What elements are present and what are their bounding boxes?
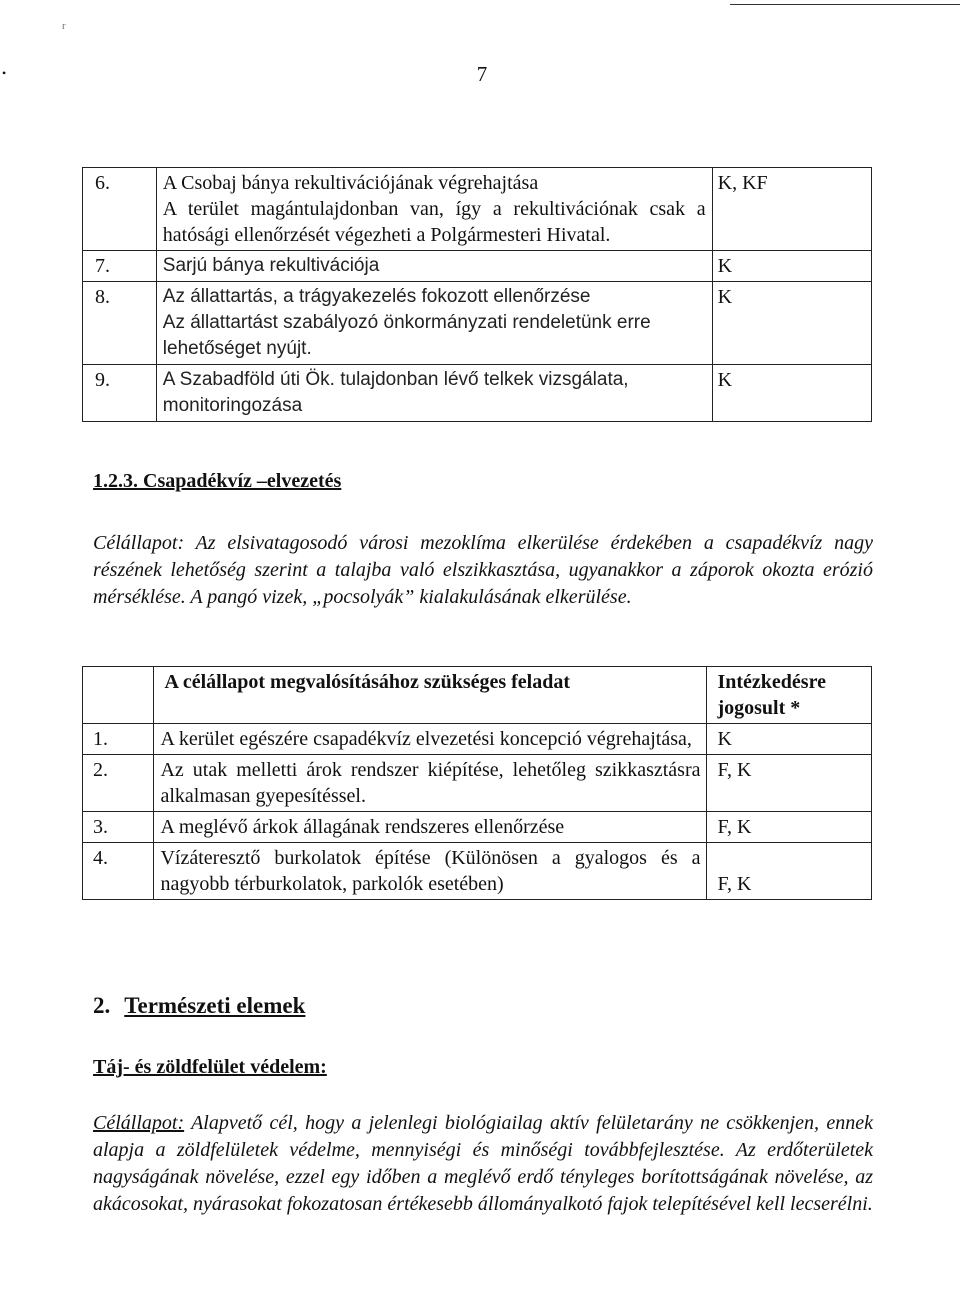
row-number: 7.	[83, 251, 157, 282]
row-note: Az állattartást szabályozó önkormányzati rendeletünk erre lehetőséget nyújt.	[162, 312, 651, 359]
table-row	[83, 168, 872, 251]
row-authority: K	[707, 724, 872, 755]
row-authority: K	[712, 365, 871, 422]
row-authority: F, K	[707, 812, 872, 843]
row-note: A terület magántulajdonban van, így a rekultivációnak csak a hatósági ellenőrzését végezheti a Polgármesteri Hivatal.	[162, 198, 706, 246]
row-task: A kerület egészére csapadékvíz elvezetési koncepció végrehajtása,	[154, 724, 707, 755]
table-header-row	[83, 667, 872, 724]
goal-paragraph-landscape	[93, 1110, 873, 1218]
page-number: 7	[476, 62, 488, 86]
row-title: A Szabadföld úti Ök. tulajdonban lévő telkek vizsgálata, monitoringozása	[162, 369, 629, 416]
goal-label: Célállapot:	[93, 1112, 185, 1134]
row-authority: K	[712, 282, 871, 365]
measures-table-1	[82, 167, 872, 422]
table-row	[83, 724, 872, 755]
top-rule	[730, 4, 960, 5]
row-number: 3.	[83, 812, 154, 843]
row-task: Az utak melletti árok rendszer kiépítése, lehetőleg szikkasztásra alkalmasan gyepesítéssel.	[154, 755, 707, 812]
row-authority: F, K	[707, 843, 872, 900]
chapter-title: Természeti elemek	[124, 993, 306, 1018]
row-number: 8.	[83, 282, 157, 365]
goal-text: Alapvető cél, hogy a jelenlegi biológiailag aktív felületarány ne csökkenjen, ennek alapja a zöldfelületek védelme, mennyiségi és minőségi továbbfejlesztése. Az erdőterületek nagyságának növelése, ezzel egy időben a meglévő erdő tényleges borítottságának növelése, az akácosokat, nyárasokat fokozatosan értékesebb állományalkotó fajok telepítésével kell lecserélni.	[93, 1112, 873, 1215]
chapter-heading	[93, 993, 305, 1019]
row-number: 9.	[83, 365, 157, 422]
row-description	[156, 282, 712, 365]
section-heading-rainwater: 1.2.3. Csapadékvíz –elvezetés	[93, 470, 342, 492]
row-number: 6.	[83, 168, 157, 251]
chapter-number: 2.	[93, 993, 111, 1018]
row-description	[156, 251, 712, 282]
table-row	[83, 843, 872, 900]
row-title: A Csobaj bánya rekultivációjának végrehajtása	[162, 172, 539, 194]
margin-bullet: •	[2, 66, 7, 80]
header-authority: Intézkedésre jogosult *	[707, 667, 872, 724]
row-task: A meglévő árkok állagának rendszeres ellenőrzése	[154, 812, 707, 843]
header-task: A célállapot megvalósításához szükséges feladat	[154, 667, 707, 724]
table-row	[83, 251, 872, 282]
row-description	[156, 168, 712, 251]
row-number: 1.	[83, 724, 154, 755]
table-row	[83, 755, 872, 812]
row-authority: K	[712, 251, 871, 282]
goal-paragraph-rainwater: Célállapot: Az elsivatagosodó városi mezoklíma elkerülése érdekében a csapadékvíz nagy részének lehetőség szerint a talajba való elszikkasztása, ugyanakkor a záporok okozta erózió mérséklése. A pangó vizek, „pocsolyák” kialakulásának elkerülése.	[93, 532, 873, 608]
corner-mark: r	[62, 20, 66, 32]
measures-table-2	[82, 666, 872, 900]
row-authority: F, K	[707, 755, 872, 812]
row-authority: K, KF	[712, 168, 871, 251]
row-task: Vízáteresztő burkolatok építése (Különösen a gyalogos és a nagyobb térburkolatok, parkolók esetében)	[154, 843, 707, 900]
row-description	[156, 365, 712, 422]
table-row	[83, 812, 872, 843]
row-title: Az állattartás, a trágyakezelés fokozott ellenőrzése	[162, 286, 591, 307]
header-number	[83, 667, 154, 724]
table-row	[83, 365, 872, 422]
row-number: 4.	[83, 843, 154, 900]
row-number: 2.	[83, 755, 154, 812]
row-title: Sarjú bánya rekultivációja	[162, 255, 380, 276]
table-row	[83, 282, 872, 365]
subsection-heading: Táj- és zöldfelület védelem:	[93, 1056, 327, 1078]
